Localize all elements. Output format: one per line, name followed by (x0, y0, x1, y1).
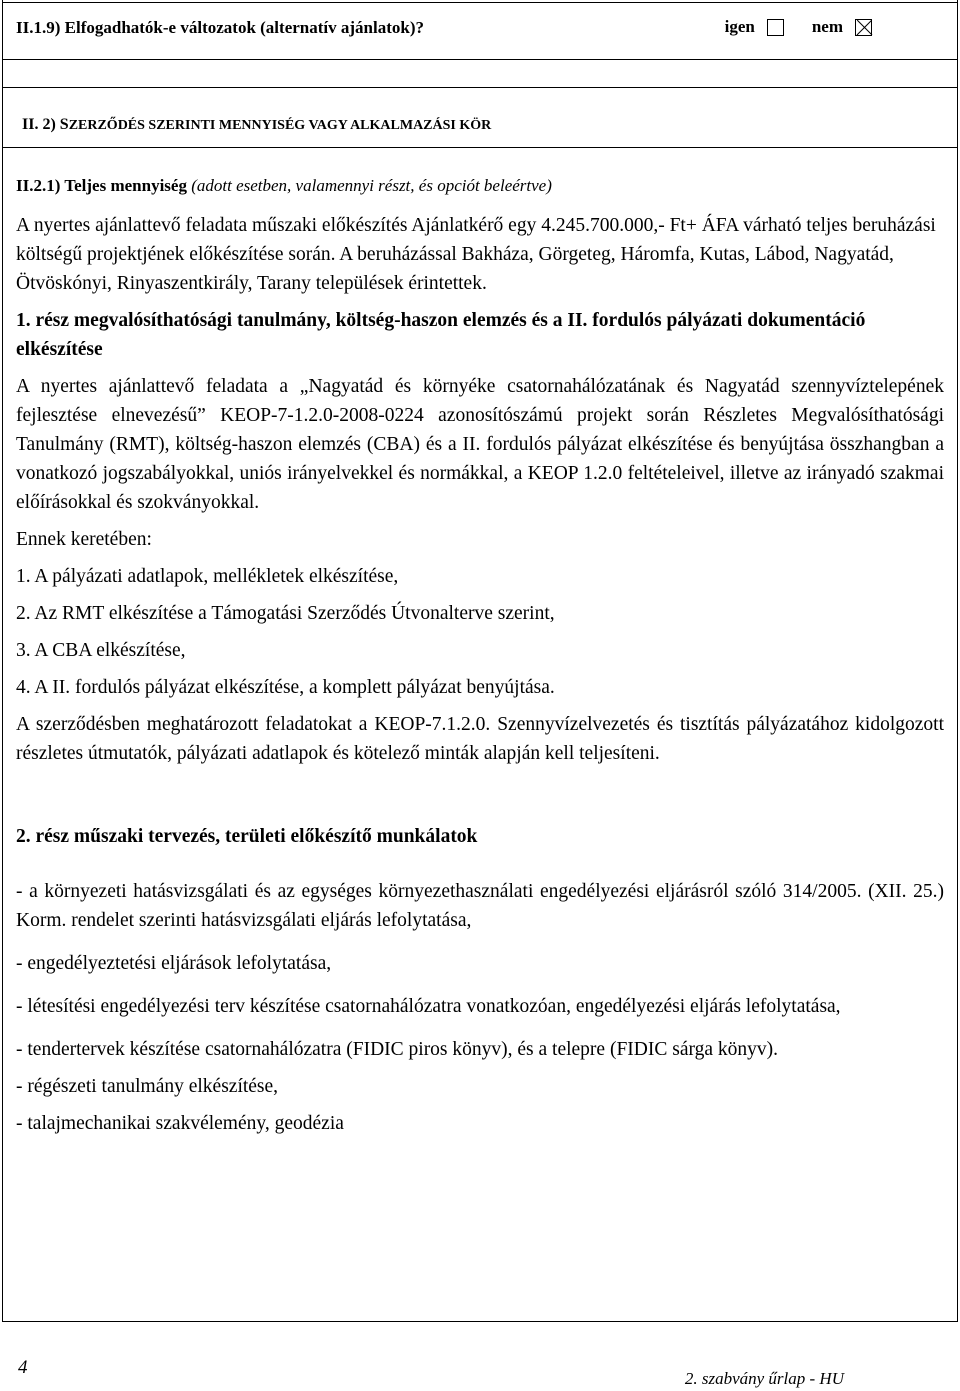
divider-2 (2, 87, 958, 88)
variants-choice (725, 17, 872, 37)
obligation-paragraph: A szerződésben meghatározott feladatokat a KEOP-7.1.2.0. Szennyvízelvezetés és tisztítás pályázatához kidolgozott részletes útmutatók, pályázati adatlapok és kötelező minták alapján kell teljesíteni. (16, 714, 944, 764)
list-item: 4. A II. fordulós pályázat elkészítése, a komplett pályázat benyújtása. (16, 677, 555, 698)
divider-top (2, 2, 958, 3)
section-heading: II. 2) SZERZŐDÉS SZERINTI MENNYISÉG VAGY ALKALMAZÁSI KÖR (22, 116, 492, 133)
no-label: nem (811, 17, 843, 36)
quantity-heading: II.2.1) Teljes mennyiség (adott esetben, valamennyi részt, és opciót beleértve) (16, 176, 552, 195)
part2-item: - engedélyeztetési eljárások lefolytatása, (16, 953, 332, 974)
part1-title: 1. rész megvalósíthatósági tanulmány, költség-haszon elemzés és a II. fordulós pályázati dokumentáció elkészítése (16, 310, 866, 360)
part2-title: 2. rész műszaki tervezés, területi előkészítő munkálatok (16, 826, 478, 847)
list-item: 3. A CBA elkészítése, (16, 640, 186, 661)
part2-item: - a környezeti hatásvizsgálati és az egységes környezethasználati engedélyezési eljárásról szóló 314/2005. (XII. 25.) Korm. rendelet szerinti hatásvizsgálati eljárás lefolytatása, (16, 881, 944, 931)
part1-paragraph: A nyertes ajánlattevő feladata a „Nagyatád és környéke csatornahálózatának és Nagyatád szennyvíztelepének fejlesztése elnevezésű” KEOP-7-1.2.0-2008-0224 azonosítószámú projekt során Részletes Megvalósíthatósági Tanulmány (RMT), költség-haszon elemzés (CBA) és a II. fordulós pályázat elkészítése és benyújtása összhangban a vonatkozó jogszabályokkal, uniós irányelvekkel és normákkal, a KEOP 1.2.0 feltételeivel, illetve az irányadó szakmai előírásokkal és szokványokkal. (16, 376, 944, 513)
divider-4 (2, 1321, 958, 1322)
part2-item: - talajmechanikai szakvélemény, geodézia (16, 1113, 344, 1134)
part2-item: - régészeti tanulmány elkészítése, (16, 1076, 279, 1097)
yes-label: igen (724, 17, 755, 36)
part2-item: - létesítési engedélyezési terv készítése csatornahálózatra vonatkozóan, engedélyezési eljárás lefolytatása, (16, 996, 841, 1017)
yes-checkbox[interactable] (767, 19, 784, 36)
divider-1 (2, 59, 958, 60)
intro-paragraph: A nyertes ajánlattevő feladata műszaki előkészítés Ajánlatkérő egy 4.245.700.000,- Ft+ ÁFA várható teljes beruházási költségű projektjének előkészítése során. A beruházással Bakháza, Görgeteg, Háromfa, Kutas, Lábod, Nagyatád, Ötvöskónyi, Rinyaszentkirály, Tarany települések érintettek. (16, 215, 936, 294)
list-item: 1. A pályázati adatlapok, mellékletek elkészítése, (16, 566, 399, 587)
page-number: 4 (18, 1357, 28, 1378)
form-label: 2. szabvány űrlap - HU (684, 1369, 844, 1388)
part2-item: - tendertervek készítése csatornahálózatra (FIDIC piros könyv), és a telepre (FIDIC sárga könyv). (16, 1039, 779, 1060)
list-item: 2. Az RMT elkészítése a Támogatási Szerződés Útvonalterve szerint, (16, 603, 555, 624)
framework-label: Ennek keretében: (16, 529, 152, 550)
variants-question: II.1.9) Elfogadhatók-e változatok (alternatív ajánlatok)? (16, 18, 424, 37)
divider-3 (2, 147, 958, 148)
scope-body (16, 211, 944, 1138)
left-border (2, 0, 3, 1322)
no-checkbox-checked[interactable] (855, 19, 872, 36)
right-border (957, 0, 958, 1322)
